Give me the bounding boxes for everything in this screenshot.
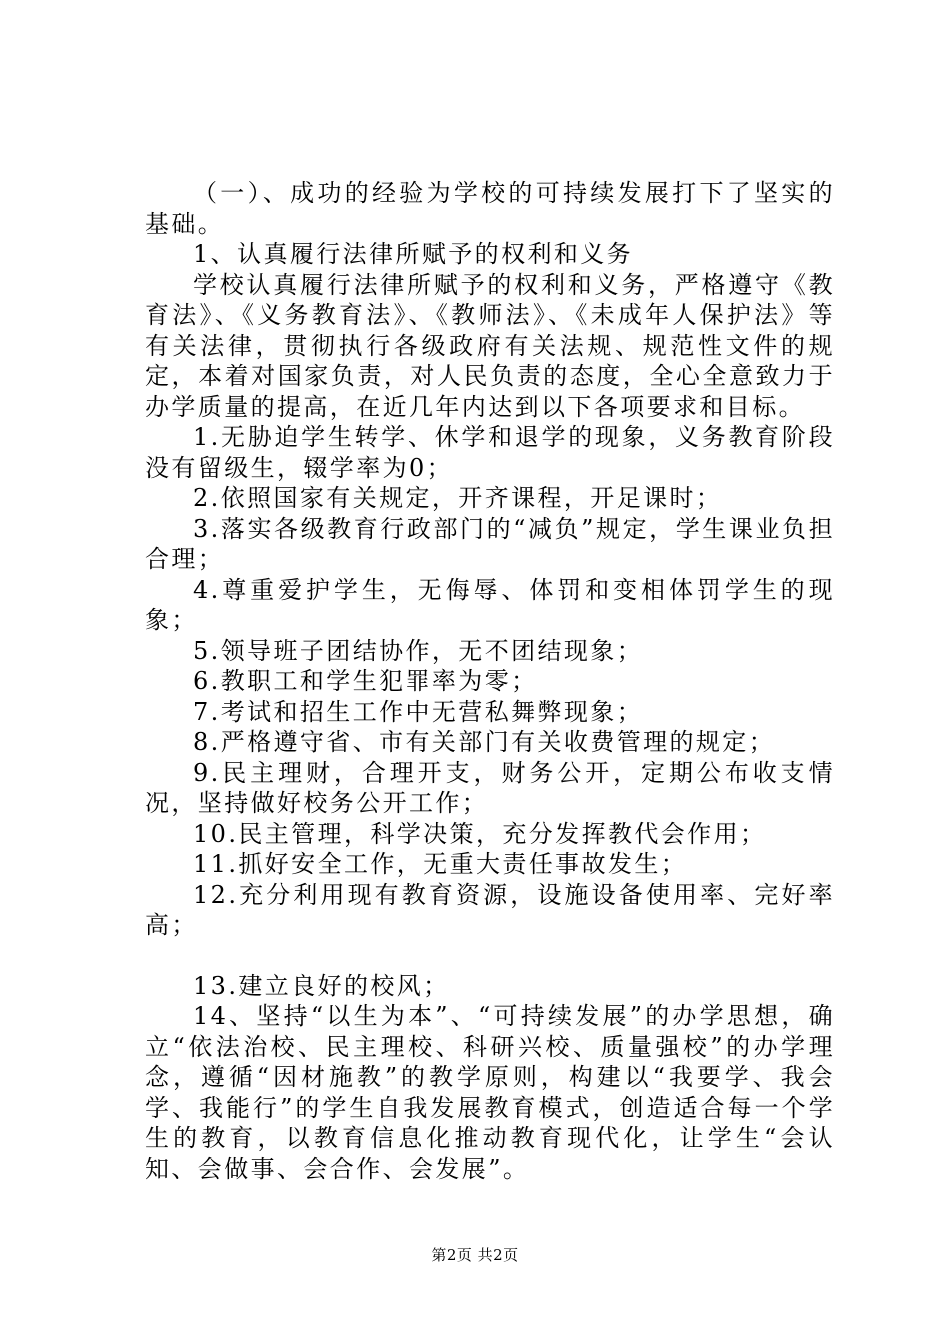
list-item-5: 5.领导班子团结协作，无不团结现象； bbox=[193, 636, 644, 665]
list-item-10: 10.民主管理，科学决策，充分发挥教代会作用； bbox=[193, 819, 767, 848]
page-footer: 第2页 共2页 bbox=[431, 1246, 519, 1264]
list-item-6: 6.教职工和学生犯罪率为零； bbox=[193, 667, 538, 695]
list-item-2: 2.依照国家有关规定，开齐课程，开足课时； bbox=[193, 484, 723, 512]
list-item-8: 8.严格遵守省、市有关部门有关收费管理的规定； bbox=[193, 728, 776, 756]
list-item-14: 14、坚持“以生为本”、“可持续发展”的办学思想，确立“依法治校、民主理校、科研兴校、质量强校”的办学理念，遵循“因材施教”的教学原则，构建以“我要学、我会学、我能行”的学生自我发展教育模式，创造适合每一个学生的教育，以教育信息化推动教育现代化，让学生“会认知、会做事、会合作、会发展”。 bbox=[145, 1002, 835, 1183]
document-body bbox=[145, 178, 835, 1184]
list-item-4: 4.尊重爱护学生，无侮辱、体罚和变相体罚学生的现象； bbox=[145, 575, 835, 634]
list-item-12: 12.充分利用现有教育资源，设施设备使用率、完好率高； bbox=[145, 880, 835, 939]
list-item-7: 7.考试和招生工作中无营私舞弊现象； bbox=[193, 697, 644, 726]
body-paragraph: 学校认真履行法律所赋予的权利和义务，严格遵守《教育法》、《义务教育法》、《教师法》、《未成年人保护法》等有关法律，贯彻执行各级政府有关法规、规范性文件的规定，本着对国家负责，对人民负责的态度，全心全意致力于办学质量的提高，在近几年内达到以下各项要求和目标。 bbox=[145, 270, 835, 421]
section-heading: （一）、成功的经验为学校的可持续发展打下了坚实的基础。 bbox=[145, 179, 835, 238]
list-item-11: 11.抓好安全工作，无重大责任事故发生； bbox=[193, 850, 688, 878]
list-item-1: 1.无胁迫学生转学、休学和退学的现象，义务教育阶段没有留级生，辍学率为0； bbox=[145, 423, 835, 482]
subsection-heading: 1、认真履行法律所赋予的权利和义务 bbox=[193, 240, 634, 268]
list-item-13: 13.建立良好的校风； bbox=[193, 971, 450, 1000]
list-item-3: 3.落实各级教育行政部门的“减负”规定，学生课业负担合理； bbox=[145, 514, 835, 573]
list-item-9: 9.民主理财，合理开支，财务公开，定期公布收支情况，坚持做好校务公开工作； bbox=[145, 758, 835, 817]
